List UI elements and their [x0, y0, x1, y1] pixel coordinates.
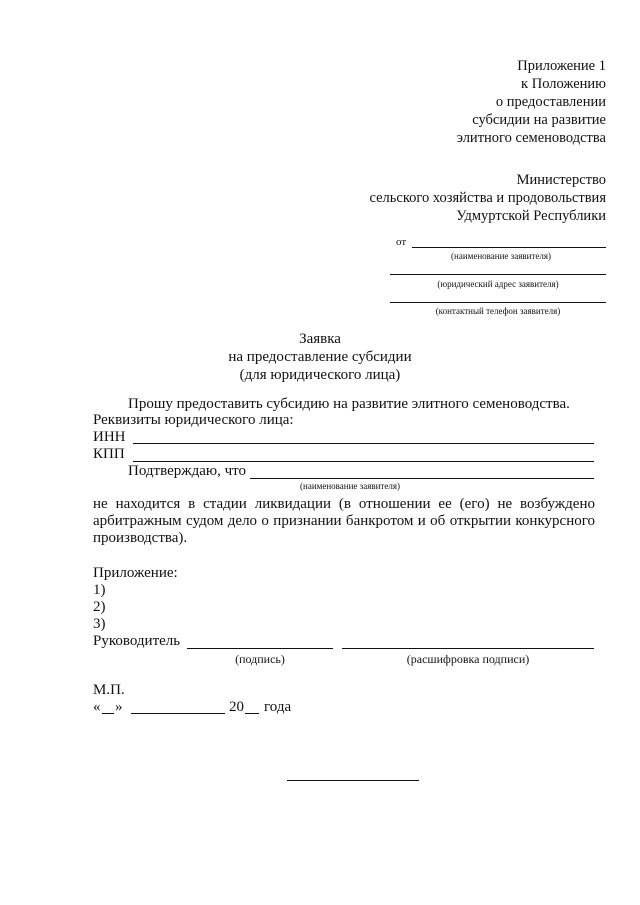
seal-label: М.П. — [93, 682, 125, 698]
attachment-item: 2) — [93, 599, 106, 615]
appendix-line: субсидии на развитие — [472, 112, 606, 128]
attachment-item: 1) — [93, 582, 106, 598]
requisites-label: Реквизиты юридического лица: — [93, 412, 294, 428]
addressee-line: Министерство — [516, 172, 606, 188]
inn-field[interactable] — [133, 443, 594, 444]
title-line: (для юридического лица) — [239, 367, 401, 383]
applicant-phone-caption: (контактный телефон заявителя) — [435, 306, 561, 316]
inn-label: ИНН — [93, 429, 126, 445]
date-year-prefix: 20 — [229, 699, 244, 715]
appendix-line: о предоставлении — [495, 94, 606, 110]
statement-line: не находится в стадии ликвидации (в отношении ее (его) не возбуждено — [93, 496, 595, 512]
confirm-label: Подтверждаю, что — [128, 463, 247, 479]
confirm-applicant-field[interactable] — [250, 478, 594, 479]
date-day-field[interactable] — [102, 713, 114, 714]
appendix-line: Приложение 1 — [517, 58, 606, 74]
signature-field[interactable] — [187, 648, 333, 649]
statement-line: производства). — [93, 530, 188, 546]
title-line: Заявка — [299, 331, 341, 347]
kpp-label: КПП — [93, 446, 125, 462]
date-open-quote: « — [93, 699, 101, 715]
date-month-field[interactable] — [131, 713, 225, 714]
signature-decode-caption: (расшифровка подписи) — [406, 652, 530, 666]
signature-caption: (подпись) — [235, 652, 285, 666]
signature-decode-field[interactable] — [342, 648, 594, 649]
confirm-applicant-caption: (наименование заявителя) — [300, 481, 400, 491]
applicant-address-caption: (юридический адрес заявителя) — [437, 279, 559, 289]
applicant-phone-field[interactable] — [390, 302, 606, 303]
applicant-name-field[interactable] — [412, 247, 606, 248]
head-label: Руководитель — [93, 633, 181, 649]
attachment-item: 3) — [93, 616, 106, 632]
addressee-line: сельского хозяйства и продовольствия — [369, 190, 606, 206]
closing-separator — [287, 780, 419, 781]
request-text: Прошу предоставить субсидию на развитие элитного семеноводства. — [128, 396, 570, 412]
from-label: от — [396, 236, 407, 248]
statement-line: арбитражным судом дело о признании банкротом и об открытии конкурсного — [93, 513, 595, 529]
attachments-label: Приложение: — [93, 565, 178, 581]
date-year-suffix: года — [264, 699, 292, 715]
date-year-field[interactable] — [245, 713, 259, 714]
appendix-line: к Положению — [521, 76, 606, 92]
date-close-quote: » — [115, 699, 123, 715]
applicant-address-field[interactable] — [390, 274, 606, 275]
addressee-line: Удмуртской Республики — [456, 208, 606, 224]
applicant-name-caption: (наименование заявителя) — [451, 251, 551, 261]
title-line: на предоставление субсидии — [228, 349, 412, 365]
appendix-line: элитного семеноводства — [456, 130, 606, 146]
kpp-field[interactable] — [133, 461, 594, 462]
